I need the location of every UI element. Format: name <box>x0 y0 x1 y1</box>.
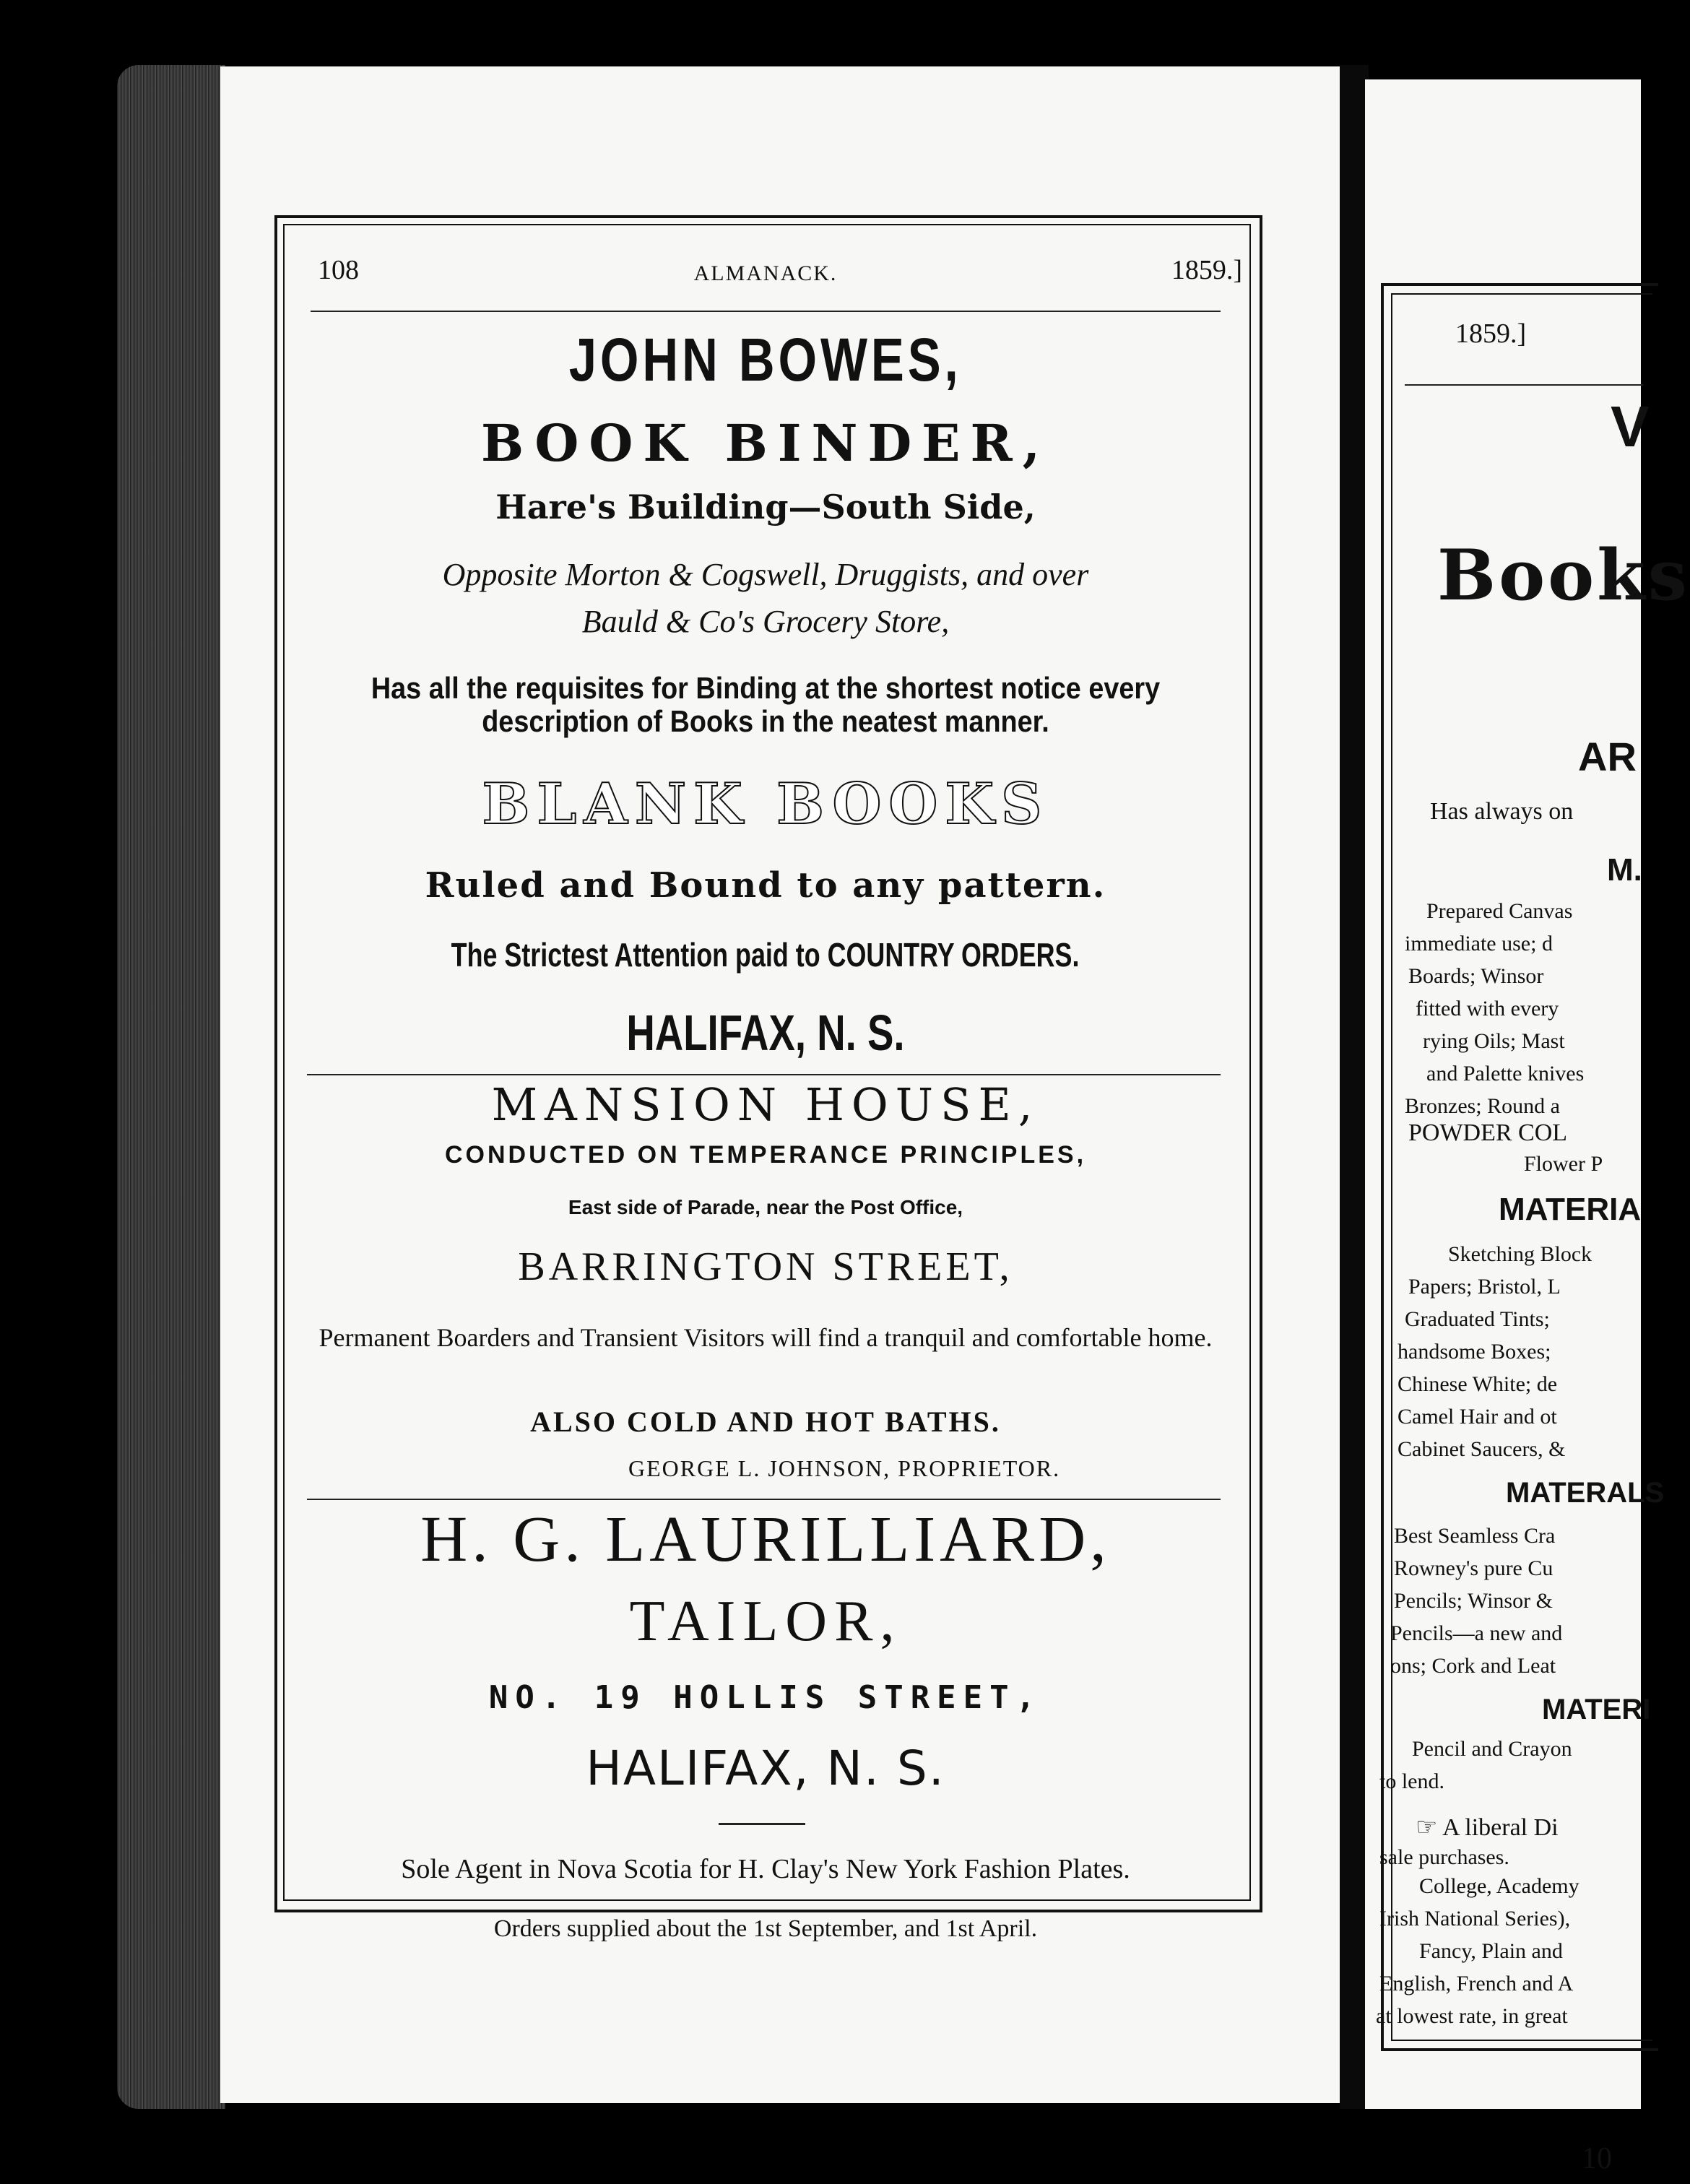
page-edges <box>117 65 225 2109</box>
bowes-location-2: Bauld & Co's Grocery Store, <box>581 604 950 639</box>
bowes-trade: BOOK BINDER, <box>480 413 1051 473</box>
mansion-proprietor: GEORGE L. JOHNSON, PROPRIETOR. <box>628 1455 1061 1481</box>
right-page-line: Pencil and Crayon <box>1412 1737 1572 1761</box>
right-page-number: 10 <box>1582 2142 1612 2175</box>
bowes-location-1: Opposite Morton & Cogswell, Druggists, and over <box>442 557 1089 592</box>
running-title: ALMANACK. <box>693 261 838 285</box>
right-page-line: Has always on <box>1430 798 1574 825</box>
laurilliard-agent: Sole Agent in Nova Scotia for H. Clay's New York Fashion Plates. <box>401 1854 1130 1884</box>
right-page-line: Fancy, Plain and <box>1419 1939 1563 1963</box>
right-page-line: immediate use; d <box>1405 932 1553 956</box>
right-page-line: Best Seamless Cra <box>1394 1524 1556 1548</box>
right-page-line: Camel Hair and ot <box>1398 1405 1557 1429</box>
bowes-ad <box>285 325 1246 396</box>
page-number: 108 <box>318 255 359 285</box>
right-page-line: M. <box>1607 852 1642 888</box>
right-page-line: Chinese White; de <box>1398 1372 1558 1396</box>
right-page-line: Books <box>1437 534 1690 616</box>
separator-rule-1 <box>307 1074 1221 1075</box>
laurilliard-orders: Orders supplied about the 1st September, and 1st April. <box>493 1915 1038 1942</box>
mansion-name: MANSION HOUSE, <box>491 1078 1040 1131</box>
header-year: 1859.] <box>1171 255 1242 285</box>
book-gutter <box>1340 65 1369 2109</box>
bowes-description: Has all the requisites for Binding at the shortest notice every description of Books in the neatest manner. <box>370 671 1161 738</box>
right-page-line: sale purchases. <box>1379 1845 1509 1869</box>
right-page-line: Papers; Bristol, L <box>1408 1275 1561 1299</box>
bowes-name: JOHN BOWES, <box>569 326 962 394</box>
header-rule <box>311 311 1221 312</box>
mansion-street: BARRINGTON STREET, <box>518 1244 1013 1289</box>
right-page-line: and Palette knives <box>1426 1062 1585 1086</box>
right-page-line: handsome Boxes; <box>1398 1340 1551 1364</box>
laurilliard-city: HALIFAX, N. S. <box>586 1741 945 1796</box>
mansion-baths: ALSO COLD AND HOT BATHS. <box>530 1405 1001 1438</box>
right-page-year: 1859.] <box>1455 318 1527 349</box>
mansion-principles: CONDUCTED ON TEMPERANCE PRINCIPLES, <box>444 1141 1087 1169</box>
bowes-city: HALIFAX, N. S. <box>626 1005 905 1061</box>
bowes-description-wrap <box>300 672 1231 738</box>
right-page-line: at lowest rate, in great <box>1376 2004 1568 2028</box>
bowes-ruled: Ruled and Bound to any pattern. <box>425 865 1106 906</box>
right-page-line: fitted with every <box>1416 997 1559 1020</box>
right-page-line: Sketching Block <box>1448 1242 1592 1266</box>
right-page-line: MATERIA <box>1499 1192 1642 1227</box>
right-header-rule <box>1405 384 1643 386</box>
separator-rule-2 <box>307 1499 1221 1500</box>
right-page-line: ons; Cork and Leat <box>1390 1654 1556 1678</box>
bowes-country-orders: The Strictest Attention paid to COUNTRY ORDERS. <box>451 936 1080 974</box>
right-page-line: Flower P <box>1524 1152 1603 1176</box>
short-rule <box>719 1823 805 1825</box>
right-page-line: Irish National Series), <box>1379 1907 1571 1930</box>
right-page-line: Prepared Canvas <box>1426 899 1573 923</box>
right-page-line: to lend. <box>1379 1769 1444 1793</box>
right-page-line: Bronzes; Round a <box>1405 1094 1560 1118</box>
right-page-line: Graduated Tints; <box>1405 1307 1550 1331</box>
right-page-line: V <box>1611 394 1650 459</box>
right-page-line: Rowney's pure Cu <box>1394 1556 1554 1580</box>
right-page-line: rying Oils; Mast <box>1423 1029 1565 1053</box>
mansion-description: Permanent Boarders and Transient Visitors will find a tranquil and comfortable home. <box>318 1323 1213 1352</box>
mansion-location: East side of Parade, near the Post Office, <box>568 1196 963 1218</box>
right-page-line: POWDER COL <box>1408 1119 1568 1146</box>
laurilliard-address: NO. 19 HOLLIS STREET, <box>488 1679 1043 1716</box>
right-page-line: Pencils; Winsor & <box>1394 1589 1553 1613</box>
bowes-country-orders-wrap <box>285 935 1246 974</box>
bowes-address: Hare's Building—South Side, <box>495 488 1036 526</box>
right-page-line: ☞ A liberal Di <box>1416 1814 1559 1841</box>
laurilliard-trade: TAILOR, <box>629 1590 902 1653</box>
right-page-line: AR <box>1578 734 1637 779</box>
right-page-line: English, French and A <box>1379 1972 1574 1996</box>
right-page-line: MATERI <box>1542 1694 1651 1725</box>
right-page-line: MATERALS <box>1506 1477 1665 1509</box>
laurilliard-name: H. G. LAURILLIARD, <box>420 1504 1111 1575</box>
right-page-line: Cabinet Saucers, & <box>1398 1437 1566 1461</box>
right-page-line: College, Academy <box>1419 1874 1580 1898</box>
right-page-line: Pencils—a new and <box>1390 1621 1563 1645</box>
right-page-line: Boards; Winsor <box>1408 964 1544 988</box>
bowes-city-wrap <box>285 1004 1246 1063</box>
blank-books-heading: BLANK BOOKS <box>482 771 1049 837</box>
